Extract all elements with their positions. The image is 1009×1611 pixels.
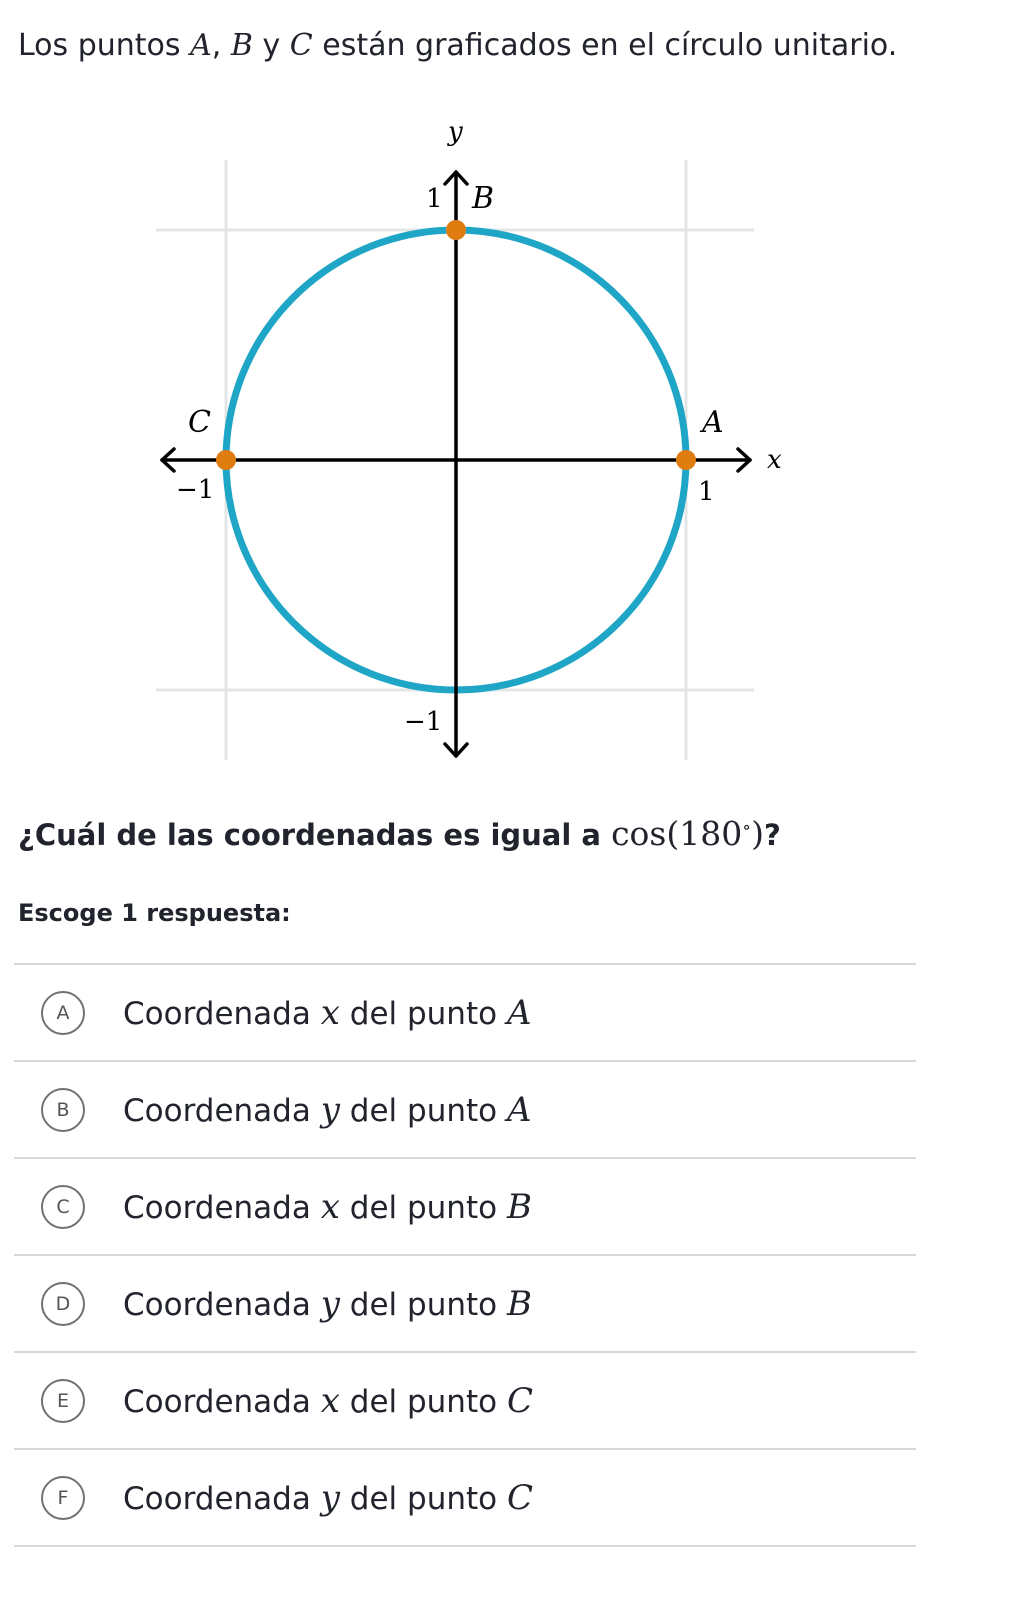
point-b bbox=[446, 220, 466, 240]
y-axis-label: y bbox=[448, 117, 463, 147]
question-func: cos bbox=[611, 814, 667, 853]
point-label-a: A bbox=[702, 405, 724, 440]
intro-point-a: A bbox=[190, 28, 212, 63]
unit-circle-graph bbox=[0, 100, 1009, 770]
choice-text: Coordenada x del punto C bbox=[123, 1380, 533, 1421]
question-degree: ∘ bbox=[742, 817, 752, 838]
intro-conjunction: y bbox=[262, 28, 281, 63]
question-prefix: ¿Cuál de las coordenadas es igual a bbox=[18, 818, 601, 852]
choice-letter-badge: B bbox=[41, 1088, 85, 1132]
question-open-paren: ( bbox=[666, 814, 680, 853]
question-angle: 180 bbox=[679, 814, 743, 853]
choice-letter-badge: D bbox=[41, 1282, 85, 1326]
choice-list bbox=[14, 963, 916, 1547]
x-axis-label: x bbox=[767, 445, 782, 475]
choice-e[interactable] bbox=[14, 1353, 916, 1450]
tick-label-x-neg: −1 bbox=[176, 475, 215, 505]
intro-suffix: están graficados en el círculo unitario. bbox=[322, 28, 898, 63]
choice-letter-badge: C bbox=[41, 1185, 85, 1229]
question-expression bbox=[611, 814, 764, 853]
choice-text: Coordenada x del punto A bbox=[123, 992, 532, 1033]
point-a bbox=[676, 450, 696, 470]
choice-c[interactable] bbox=[14, 1159, 916, 1256]
question-close-paren: ) bbox=[751, 814, 764, 853]
tick-label-y-pos: 1 bbox=[426, 184, 443, 214]
choice-a[interactable] bbox=[14, 965, 916, 1062]
choice-f[interactable] bbox=[14, 1450, 916, 1547]
point-c bbox=[216, 450, 236, 470]
choice-text: Coordenada x del punto B bbox=[123, 1186, 532, 1227]
question-text bbox=[18, 800, 998, 863]
point-label-c: C bbox=[188, 405, 211, 440]
intro-comma: , bbox=[211, 28, 222, 63]
choice-text: Coordenada y del punto B bbox=[123, 1283, 532, 1324]
choice-text: Coordenada y del punto A bbox=[123, 1089, 532, 1130]
intro-text bbox=[18, 22, 998, 70]
choice-text: Coordenada y del punto C bbox=[123, 1477, 533, 1518]
choice-letter-badge: A bbox=[41, 991, 85, 1035]
choice-letter-badge: F bbox=[41, 1476, 85, 1520]
tick-label-y-neg: −1 bbox=[404, 707, 443, 737]
tick-label-x-pos: 1 bbox=[698, 477, 715, 507]
choice-b[interactable] bbox=[14, 1062, 916, 1159]
choice-letter-badge: E bbox=[41, 1379, 85, 1423]
question-suffix: ? bbox=[763, 818, 781, 852]
choice-d[interactable] bbox=[14, 1256, 916, 1353]
intro-point-b: B bbox=[230, 28, 253, 63]
intro-point-c: C bbox=[289, 28, 313, 63]
y-axis bbox=[445, 172, 467, 756]
intro-prefix: Los puntos bbox=[18, 28, 181, 63]
point-label-b: B bbox=[472, 181, 495, 216]
answer-prompt: Escoge 1 respuesta: bbox=[18, 899, 291, 927]
